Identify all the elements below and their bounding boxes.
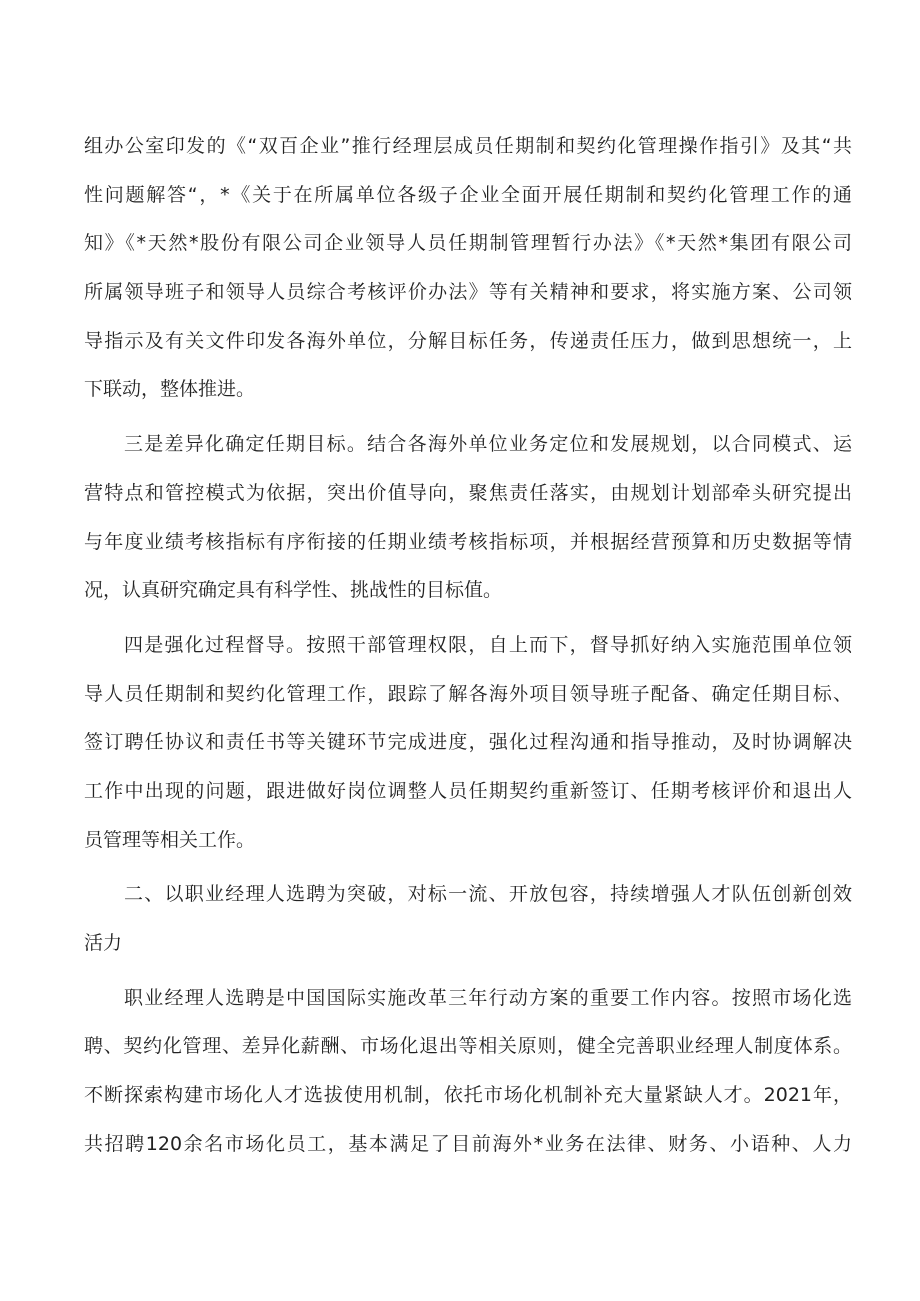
text-line: 性问题解答“，*《关于在所属单位各级子企业全面开展任期制和契约化管理工作的通 — [84, 183, 852, 206]
text-line: 下联动，整体推进。 — [84, 378, 256, 401]
text-line: 导指示及有关文件印发各海外单位，分解目标任务，传递责任压力，做到思想统一，上 — [84, 329, 852, 352]
heading-line: 二、以职业经理人选聘为突破，对标一流、开放包容，持续增强人才队伍创新创效 — [124, 883, 852, 906]
text-line: 员管理等相关工作。 — [84, 828, 256, 851]
text-line: 工作中出现的问题，跟进做好岗位调整人员任期契约重新签订、任期考核评价和退出人 — [84, 779, 852, 802]
text-line: 职业经理人选聘是中国国际实施改革三年行动方案的重要工作内容。按照市场化选 — [124, 986, 852, 1009]
text-line: 共招聘120余名市场化员工，基本满足了目前海外*业务在法律、财务、小语种、人力 — [84, 1132, 852, 1155]
paragraph-professional-managers — [84, 974, 852, 1169]
heading-line: 活力 — [84, 932, 123, 954]
paragraph-continuation — [84, 122, 852, 414]
paragraph-tenure-targets — [84, 420, 852, 615]
text-line: 签订聘任协议和责任书等关键环节完成进度，强化过程沟通和指导推动，及时协调解决 — [84, 731, 852, 754]
text-line: 聘、契约化管理、差异化薪酬、市场化退出等相关原则，健全完善职业经理人制度体系。 — [84, 1035, 852, 1058]
document-body — [84, 122, 852, 1168]
text-line: 况，认真研究确定具有科学性、挑战性的目标值。 — [84, 579, 503, 602]
text-line: 营特点和管控模式为依据，突出价值导向，聚焦责任落实，由规划计划部牵头研究提出 — [84, 481, 852, 504]
text-line: 不断探索构建市场化人才选拔使用机制，依托市场化机制补充大量紧缺人才。2021年， — [84, 1084, 852, 1107]
text-line: 组办公室印发的《“双百企业”推行经理层成员任期制和契约化管理操作指引》及其“共 — [84, 135, 852, 157]
text-line: 知》《*天然*股份有限公司企业领导人员任期制管理暂行办法》《*天然*集团有限公司 — [84, 232, 852, 255]
paragraph-process-supervision — [84, 621, 852, 864]
text-line: 三是差异化确定任期目标。结合各海外单位业务定位和发展规划，以合同模式、运 — [124, 433, 852, 456]
text-line: 四是强化过程督导。按照干部管理权限，自上而下，督导抓好纳入实施范围单位领 — [124, 633, 852, 656]
text-line: 所属领导班子和领导人员综合考核评价办法》等有关精神和要求，将实施方案、公司领 — [84, 281, 852, 304]
section-heading-professional-managers — [84, 870, 852, 967]
text-line: 导人员任期制和契约化管理工作，跟踪了解各海外项目领导班子配备、确定任期目标、 — [84, 682, 852, 705]
text-line: 与年度业绩考核指标有序衔接的任期业绩考核指标项，并根据经营预算和历史数据等情 — [84, 530, 852, 553]
